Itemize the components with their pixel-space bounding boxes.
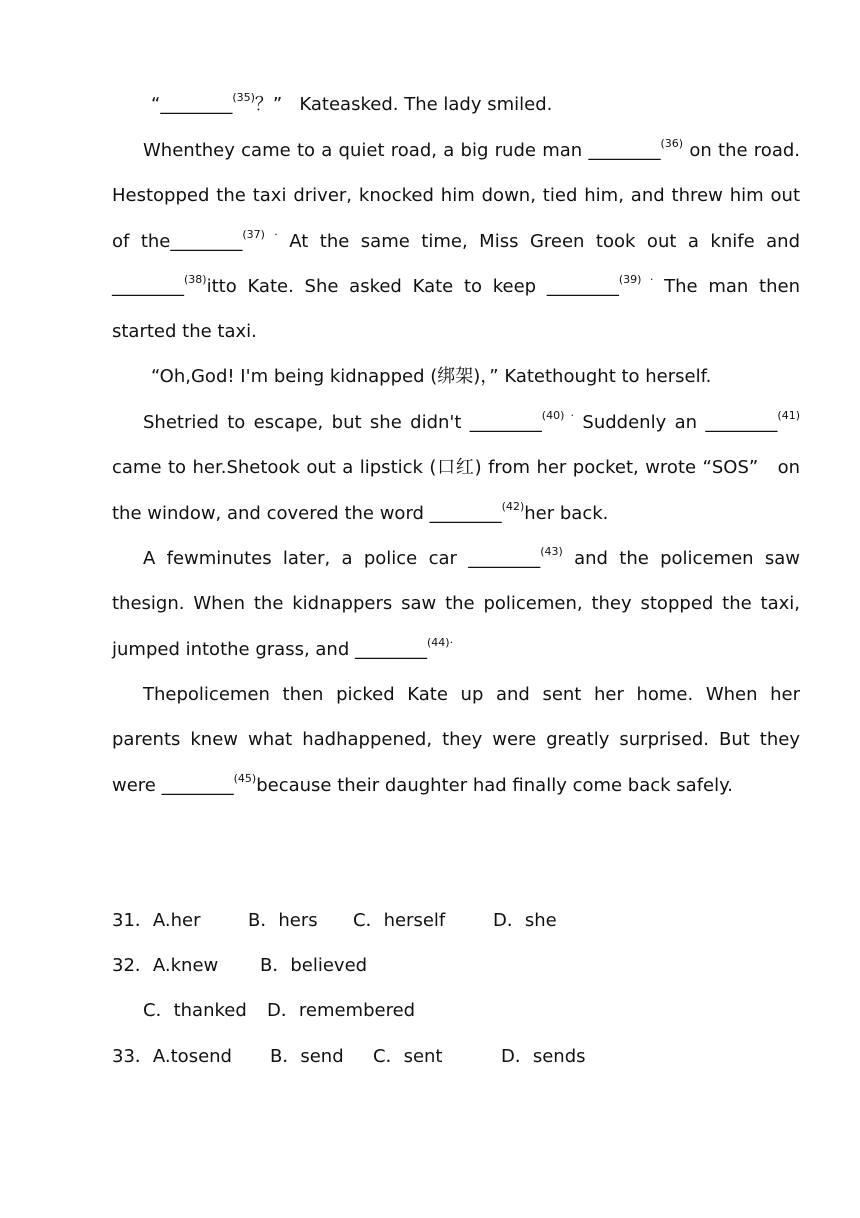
blank-number-39: (39) · xyxy=(618,272,654,286)
text-run: her back. xyxy=(524,502,609,524)
question-33-option-a: 33．A.tosend xyxy=(112,1046,232,1067)
text-run: “________ xyxy=(151,94,233,115)
text-run: on the road. Hestopped the taxi driver, knocked him down, tied him, and threw him out of the________ xyxy=(112,140,801,252)
question-33-option-b: B．send xyxy=(270,1046,344,1067)
blank-number-41: (41) xyxy=(777,409,800,422)
text-run: At the same time, Miss Green took out a knife and ________ xyxy=(112,230,801,297)
question-33-option-c: C．sent xyxy=(373,1046,443,1067)
text-run: and the policemen saw thesign. When the kidnappers saw the policemen, they stopped the taxi, jumped intothe grass, and ________ xyxy=(112,548,800,660)
question-32 xyxy=(112,954,367,978)
text-run: A fewminutes later, a police car ________ xyxy=(143,548,541,569)
passage-paragraph-2 xyxy=(112,128,800,354)
blank-number-36: (36) xyxy=(660,137,684,150)
text-run: itto Kate. She asked Kate to keep ________ xyxy=(206,275,619,297)
text-run: Thepolicemen then picked Kate up and sent her home. When her parents knew what hadhappened, they were greatly surprised. But they were ________ xyxy=(112,684,800,796)
text-run: Shetried to escape, but she didn't ________ xyxy=(143,412,542,433)
question-31-option-c: C．herself xyxy=(353,910,446,931)
blank-number-37: (37) · xyxy=(242,227,278,241)
passage-paragraph-4 xyxy=(112,400,800,536)
blank-number-44: (44)· xyxy=(426,635,454,649)
blank-number-42: (42) xyxy=(501,499,525,513)
passage-paragraph-3 xyxy=(112,354,800,399)
question-32-option-d: D．remembered xyxy=(267,1000,416,1021)
passage-paragraph-5 xyxy=(112,536,800,672)
question-32-option-a: 32．A.knew xyxy=(112,955,219,976)
question-33 xyxy=(112,1045,586,1069)
text-run: Suddenly an ________ xyxy=(574,412,778,433)
question-31-option-a: 31．A.her xyxy=(112,910,201,931)
text-run: came to her.Shetook out a lipstick (口红) from her pocket, wrote “SOS” on the window, and covered the word ________ xyxy=(112,457,800,524)
question-31-option-b: B．hers xyxy=(248,910,318,931)
question-32-row-2 xyxy=(143,999,415,1023)
question-31-option-d: D．she xyxy=(493,910,557,931)
passage-paragraph-6 xyxy=(112,672,800,808)
blank-number-38: (38) xyxy=(184,272,207,286)
text-run: because their daughter had finally come back safely. xyxy=(256,774,733,796)
blank-number-45: (45) xyxy=(233,771,257,785)
text-run: The man then started the taxi. xyxy=(112,275,800,343)
question-33-option-d: D．sends xyxy=(501,1046,586,1067)
text-run: “Oh,God! I'm being kidnapped (绑架)，” Katethought to herself. xyxy=(151,366,712,387)
blank-number-35: (35) xyxy=(232,91,255,104)
blank-number-40: (40) · xyxy=(541,409,575,422)
question-32-option-b: B．believed xyxy=(260,955,368,976)
question-32-option-c: C．thanked xyxy=(143,1000,247,1021)
text-run: Whenthey came to a quiet road, a big rude man ________ xyxy=(143,140,661,161)
text-run: ？” Kateasked. The lady smiled. xyxy=(254,94,553,115)
question-31 xyxy=(112,909,557,933)
blank-number-43: (43) xyxy=(540,545,563,558)
passage-paragraph-1 xyxy=(112,82,800,127)
